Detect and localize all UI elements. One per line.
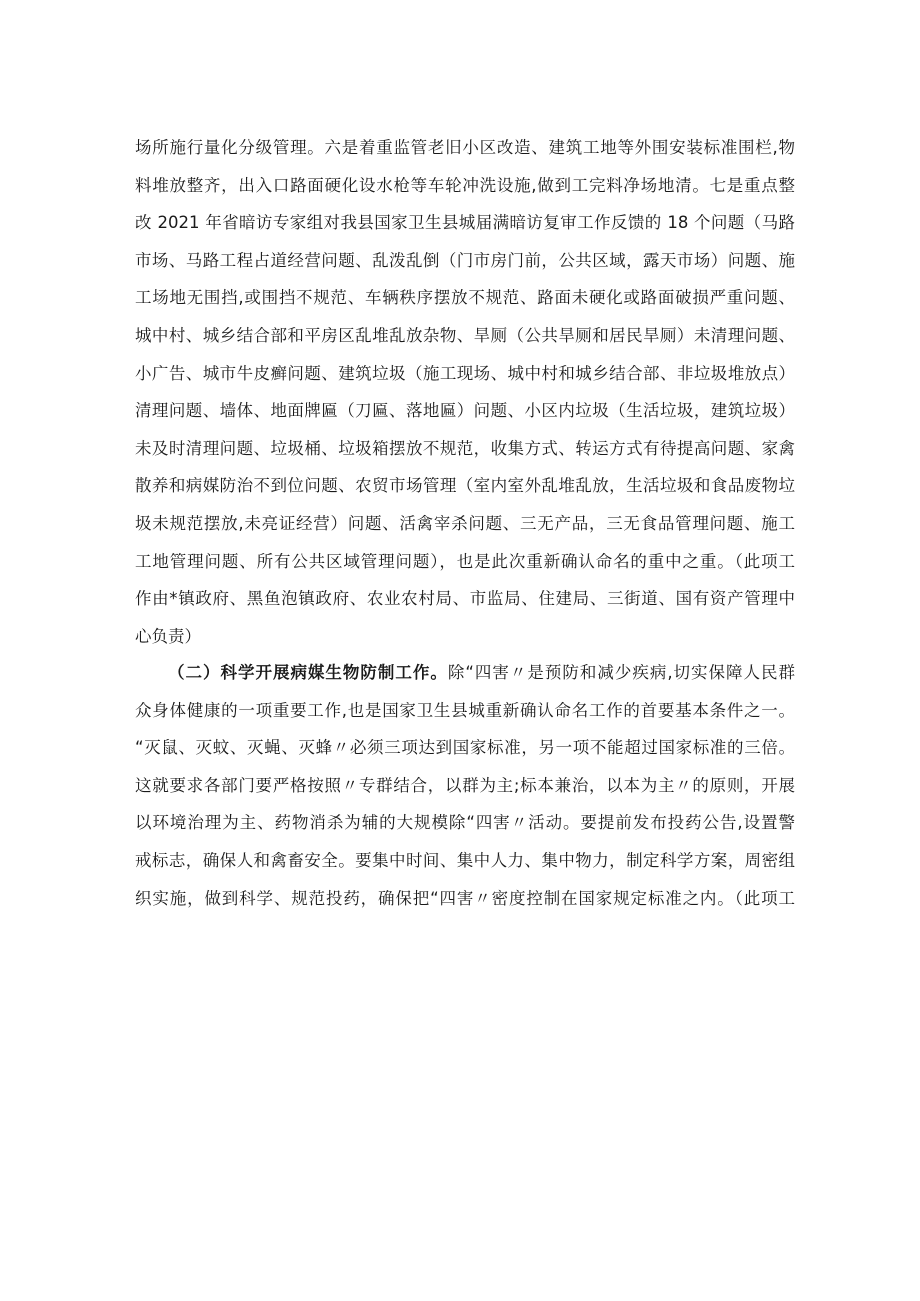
paragraph-line: “灭鼠、灭蚊、灭蝇、灭蜂〃必须三项达到国家标准，另一项不能超过国家标准的三倍。 (135, 738, 795, 758)
paragraph-line: 工场地无围挡,或围挡不规范、车辆秩序摆放不规范、路面未硬化或路面破损严重问题、 (135, 288, 795, 308)
paragraph-2 (135, 654, 795, 917)
paragraph-line-rest: 除“四害〃是预防和减少疾病,切实保障人民群 (447, 663, 795, 682)
section-heading: （二）科学开展病媒生物防制工作。 (168, 663, 448, 682)
paragraph-line: 市场、马路工程占道经营问题、乱泼乱倒（门市房门前，公共区域，露天市场）问题、施 (135, 250, 795, 270)
paragraph-line: 城中村、城乡结合部和平房区乱堆乱放杂物、旱厕（公共旱厕和居民旱厕）未清理问题、 (135, 325, 795, 345)
paragraph-line: 作由*镇政府、黑鱼泡镇政府、农业农村局、市监局、住建局、三街道、国有资产管理中 (135, 589, 795, 609)
paragraph-line: 心负责） (135, 626, 201, 646)
paragraph-line: 清理问题、墙体、地面牌匾（刀匾、落地匾）问题、小区内垃圾（生活垃圾，建筑垃圾） (135, 401, 795, 421)
paragraph-line: 圾未规范摆放,未亮证经营）问题、活禽宰杀问题、三无产品，三无食品管理问题、施工 (135, 513, 795, 533)
paragraph-line: 小广告、城市牛皮癣问题、建筑垃圾（施工现场、城中村和城乡结合部、非垃圾堆放点） (135, 363, 795, 383)
paragraph-line: 众身体健康的一项重要工作,也是国家卫生县城重新确认命名工作的首要基本条件之一。 (135, 700, 795, 720)
paragraph-line: 未及时清理问题、垃圾桶、垃圾箱摆放不规范，收集方式、转运方式有待提高问题、家禽 (135, 438, 795, 458)
paragraph-line: 织实施，做到科学、规范投药，确保把“四害〃密度控制在国家规定标准之内。（此项工 (135, 888, 795, 908)
paragraph-line: 改 2021 年省暗访专家组对我县国家卫生县城届满暗访复审工作反馈的 18 个问题（马路 (135, 213, 795, 233)
paragraph-line: 散养和病媒防治不到位问题、农贸市场管理（室内室外乱堆乱放，生活垃圾和食品废物垃 (135, 476, 795, 496)
paragraph-line: 以环境治理为主、药物消杀为辅的大规模除“四害〃活动。要提前发布投药公告,设置警 (135, 813, 795, 833)
paragraph-line: 这就要求各部门要严格按照〃专群结合，以群为主;标本兼治，以本为主〃的原则，开展 (135, 775, 795, 795)
paragraph-line: 料堆放整齐，出入口路面硬化设水枪等车轮冲洗设施,做到工完料净场地清。七是重点整 (135, 175, 795, 195)
paragraph-line: 工地管理问题、所有公共区域管理问题），也是此次重新确认命名的重中之重。（此项工 (135, 551, 795, 571)
paragraph-first-line (135, 654, 795, 692)
paragraph-1 (135, 129, 795, 655)
paragraph-line: 戒标志，确保人和禽畜安全。要集中时间、集中人力、集中物力，制定科学方案，周密组 (135, 850, 795, 870)
paragraph-line: 场所施行量化分级管理。六是着重监管老旧小区改造、建筑工地等外围安装标准围栏,物 (135, 138, 795, 157)
